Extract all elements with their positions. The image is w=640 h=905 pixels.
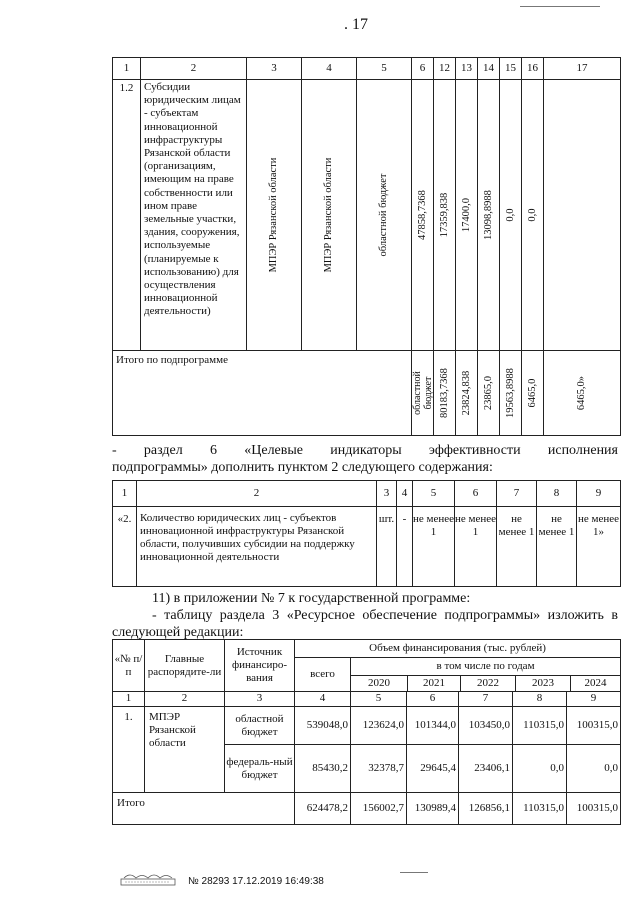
resource-table	[112, 639, 621, 825]
source-text: областной бюджет	[378, 173, 389, 257]
value-text: 0,0	[504, 208, 516, 222]
header-years-group	[351, 658, 621, 692]
header-years: в том числе по годам	[351, 658, 620, 676]
header-cell: 6	[455, 481, 497, 507]
row-number: «2.	[113, 507, 137, 587]
total-value-text: 80183,7368	[438, 368, 450, 418]
value-cell: 101344,0	[407, 707, 459, 745]
table-header-row	[113, 640, 621, 658]
total-source-text: областной бюджет	[411, 371, 434, 415]
coexecutor-cell	[302, 80, 357, 351]
row-base: -	[397, 507, 413, 587]
total-value-cell: 156002,7	[351, 793, 407, 825]
row-value: не менее 1	[537, 507, 577, 587]
year-cell: 2023	[516, 676, 571, 691]
table-total-row	[113, 793, 621, 825]
header-cell: 6	[412, 58, 434, 80]
header-cell: 1	[113, 58, 141, 80]
total-value-cell	[500, 351, 522, 436]
paragraph-line: 11) в приложении № 7 к государственной программе:	[152, 591, 471, 606]
total-value-cell	[456, 351, 478, 436]
index-cell: 7	[459, 692, 513, 707]
row-name: Количество юридических лиц - субъектов инновационной инфраструктуры Рязанской области, получивших субсидии на поддержку инновационной деятельности	[137, 507, 377, 587]
value-cell: 85430,2	[295, 745, 351, 793]
registry-stamp-icon	[120, 870, 176, 886]
index-cell: 6	[407, 692, 459, 707]
year-cell: 2021	[408, 676, 461, 691]
row-org: МПЭР Рязанской области	[145, 707, 225, 793]
table-row	[113, 507, 621, 587]
paragraph-line: - раздел 6 «Целевые индикаторы эффективности исполнения	[112, 443, 618, 458]
value-cell: 110315,0	[513, 707, 567, 745]
header-cell: 9	[577, 481, 621, 507]
value-text: 17400,0	[460, 197, 472, 233]
total-value-cell	[434, 351, 456, 436]
total-value-cell: 624478,2	[295, 793, 351, 825]
table-header-row	[113, 58, 621, 80]
header-cell: 12	[434, 58, 456, 80]
total-value-cell	[522, 351, 544, 436]
header-cell: 5	[413, 481, 455, 507]
scan-artifact-line	[520, 6, 600, 7]
value-cell: 0,0	[567, 745, 621, 793]
index-cell: 4	[295, 692, 351, 707]
table-total-row	[113, 351, 621, 436]
total-label: Итого	[113, 793, 295, 825]
value-cell: 29645,4	[407, 745, 459, 793]
table-index-row	[113, 692, 621, 707]
header-cell: 2	[137, 481, 377, 507]
total-value-cell: 110315,0	[513, 793, 567, 825]
index-cell: 9	[567, 692, 621, 707]
paragraph-line: следующей редакции:	[112, 625, 244, 640]
header-cell: 4	[302, 58, 357, 80]
header-volume: Объем финансирования (тыс. рублей)	[295, 640, 621, 658]
total-value-cell: 126856,1	[459, 793, 513, 825]
header-cell: 3	[377, 481, 397, 507]
index-cell: 3	[225, 692, 295, 707]
table-row	[113, 80, 621, 351]
index-cell: 2	[145, 692, 225, 707]
source-cell	[357, 80, 412, 351]
header-total: всего	[295, 658, 351, 692]
header-cell: 8	[537, 481, 577, 507]
year-cell: 2020	[351, 676, 408, 691]
paragraph-line: подпрограммы» дополнить пунктом 2 следующего содержания:	[112, 460, 493, 475]
total-value-cell: 130989,4	[407, 793, 459, 825]
row-name: Субсидии юридическим лицам - субъектам инновационной инфраструктуры Рязанской области (организациям, имеющим на праве собственности или ином праве земельные участки, здания, сооружения, используемые (планируемые к использованию) для осуществления инновационной деятельности)	[141, 80, 247, 351]
index-cell: 8	[513, 692, 567, 707]
value-text: 47858,7368	[416, 190, 428, 240]
header-cell: 5	[357, 58, 412, 80]
value-cell: 0,0	[513, 745, 567, 793]
executor-cell	[247, 80, 302, 351]
total-value-text: 23865,0	[482, 375, 494, 411]
empty-cell	[544, 80, 621, 351]
value-text: 13098,8988	[482, 190, 494, 240]
value-cell: 23406,1	[459, 745, 513, 793]
value-cell: 103450,0	[459, 707, 513, 745]
header-cell: 1	[113, 481, 137, 507]
total-value-cell	[478, 351, 500, 436]
header-main: Главные распорядите-ли	[145, 640, 225, 692]
header-cell: 4	[397, 481, 413, 507]
header-cell: 7	[497, 481, 537, 507]
header-cell: 2	[141, 58, 247, 80]
value-cell	[434, 80, 456, 351]
subsidy-table	[112, 57, 621, 436]
value-cell	[478, 80, 500, 351]
total-value-cell: 100315,0	[567, 793, 621, 825]
total-label: Итого по подпрограмме	[113, 351, 412, 436]
total-value-text: 19563,8988	[504, 368, 516, 418]
total-source-cell	[412, 351, 434, 436]
value-cell: 100315,0	[567, 707, 621, 745]
total-value-text: 6465,0	[526, 378, 538, 408]
value-cell: 123624,0	[351, 707, 407, 745]
row-value: не менее 1	[413, 507, 455, 587]
year-cell: 2022	[461, 676, 516, 691]
header-cell: 16	[522, 58, 544, 80]
value-text: 0,0	[526, 208, 538, 222]
row-value: не менее 1	[497, 507, 537, 587]
row-source: федераль-ный бюджет	[225, 745, 295, 793]
header-cell: 17	[544, 58, 621, 80]
value-cell: 32378,7	[351, 745, 407, 793]
table-header-row	[113, 481, 621, 507]
scan-artifact-line	[400, 872, 428, 873]
row-source: областной бюджет	[225, 707, 295, 745]
index-cell: 5	[351, 692, 407, 707]
value-cell	[522, 80, 544, 351]
total-value-text: 23824,838	[460, 370, 472, 416]
value-cell	[500, 80, 522, 351]
row-number: 1.2	[113, 80, 141, 351]
indicator-table	[112, 480, 621, 587]
row-value: не менее 1»	[577, 507, 621, 587]
executor-text: МПЭР Рязанской области	[268, 157, 279, 273]
document-registration: № 28293 17.12.2019 16:49:38	[188, 876, 324, 887]
table-row	[113, 707, 621, 745]
value-cell	[456, 80, 478, 351]
header-cell: 14	[478, 58, 500, 80]
index-cell: 1	[113, 692, 145, 707]
page-number: . 17	[344, 16, 368, 33]
row-number: 1.	[113, 707, 145, 793]
year-cell: 2024	[584, 677, 607, 689]
paragraph-line: - таблицу раздела 3 «Ресурсное обеспечение подпрограммы» изложить в	[152, 608, 618, 623]
header-num: «№ п/п	[113, 640, 145, 692]
header-cell: 13	[456, 58, 478, 80]
value-cell: 539048,0	[295, 707, 351, 745]
value-text: 17359,838	[438, 192, 450, 238]
row-unit: шт.	[377, 507, 397, 587]
total-value-cell	[544, 351, 621, 436]
header-cell: 15	[500, 58, 522, 80]
value-cell	[412, 80, 434, 351]
row-value: не менее 1	[455, 507, 497, 587]
header-cell: 3	[247, 58, 302, 80]
total-value-text: 6465,0»	[576, 375, 587, 411]
header-source: Источник финансиро-вания	[225, 640, 295, 692]
coexecutor-text: МПЭР Рязанской области	[323, 157, 334, 273]
